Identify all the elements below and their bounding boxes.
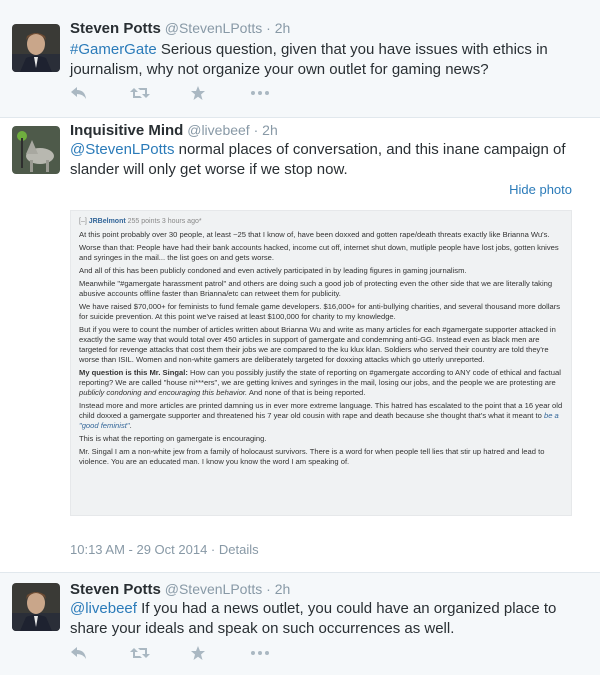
mention-link[interactable]: @StevenLPotts: [70, 141, 175, 158]
escalated-text-c: .: [129, 421, 132, 430]
question-lead: My question is this Mr. Singal:: [79, 368, 188, 377]
comment-paragraph: Worse than that: People have had their bank accounts hacked, income cut off, internet shut down, mutliple people have lost jobs, gotten knives and syringes in the mail... the list goes on and gets worse.: [79, 243, 559, 262]
hide-photo-link[interactable]: Hide photo: [509, 182, 572, 197]
comment-paragraph-question: [79, 368, 563, 398]
comment-header: [–] JRBelmont 255 points 3 hours ago*: [79, 218, 202, 225]
tweet-text: [70, 140, 585, 180]
avatar-image: [12, 24, 60, 72]
photo-content: [71, 211, 571, 476]
tweet-time[interactable]: 2h: [262, 122, 278, 138]
tweet-actions: [70, 85, 310, 101]
user-name[interactable]: Steven Potts: [70, 581, 161, 598]
comment-user: JRBelmont: [88, 218, 126, 225]
tweet-timestamp[interactable]: 10:13 AM - 29 Oct 2014: [70, 542, 208, 557]
tweet-steven-potts-2[interactable]: [0, 573, 600, 675]
reply-icon[interactable]: [70, 645, 88, 661]
escalated-text-b: be a "good feminist": [79, 411, 559, 430]
user-handle[interactable]: @livebeef: [187, 122, 250, 138]
favorite-icon[interactable]: [190, 645, 208, 661]
tweet-time[interactable]: 2h: [274, 20, 291, 36]
retweet-icon[interactable]: [130, 645, 148, 661]
comment-paragraph: This is what the reporting on gamergate is encouraging.: [79, 434, 267, 443]
tweet-body: If you had a news outlet, you could have an organized place to share your ideals and speak on such occurrences as well.: [70, 600, 557, 637]
avatar-image: [12, 583, 60, 631]
comment-paragraph: And all of this has been publicly condoned and even actively participated in by leading figures in gaming journalism.: [79, 266, 467, 275]
user-handle[interactable]: @StevenLPotts: [164, 20, 263, 36]
hashtag-link[interactable]: #GamerGate: [70, 41, 157, 58]
comment-meta: 255 points 3 hours ago*: [127, 218, 202, 225]
tweet-header: [70, 581, 290, 598]
comment-paragraph: But if you were to count the number of articles written about Brianna Wu and write as many articles for each #gamergate supporter attacked in exactly the same way that would total over 450 articles in support of gamergate and condemning anti-GG. Instead even as black men are targeted for revenge attacks that cost them their jobs we are compared to the ku klux klan. Soldiers who served their country are told they're worse than ISIL. Women and non-white gamers are deliberately targeted for doxxing attacks which go utterly unreported.: [79, 325, 556, 364]
comment-paragraph: Mr. Singal I am a non-white jew from a family of holocaust survivors. There is a word for when people tell lies that stir up hatred and lead to violence. You are an educated man. I know you know the word I am speaking of.: [79, 447, 545, 466]
tweet-body: normal places of conversation, and this inane campaign of slander will only get worse if we stop now.: [70, 141, 566, 178]
escalated-text-a: Instead more and more articles are printed damning us in ever more extreme language. This hatred has escalated to the point that a 16 year old child doxxed a gamergate supporter and threatened his 7 year old cousin with rape and death because she thought that's what it meant to: [79, 401, 563, 420]
user-name[interactable]: Steven Potts: [70, 20, 161, 37]
more-icon[interactable]: [250, 85, 268, 101]
tweet-inquisitive-mind[interactable]: [0, 118, 600, 573]
tweet-header: [70, 20, 290, 37]
meta-separator: ·: [207, 542, 219, 557]
avatar[interactable]: [12, 126, 60, 174]
question-italic: publicly condoning and encouraging this behavior.: [79, 388, 248, 397]
tweet-actions: [70, 645, 310, 661]
comment-paragraph: At this point probably over 30 people, at least ~25 that I know of, have been doxxed and gotten rape/death threats exactly like Brianna Wu's.: [79, 230, 550, 239]
tweet-steven-potts-1[interactable]: [0, 0, 600, 118]
tweet-text: [70, 40, 585, 80]
tweet-meta: [70, 542, 259, 557]
tweet-header: [70, 122, 278, 139]
user-name[interactable]: Inquisitive Mind: [70, 122, 184, 139]
tweet-text: [70, 599, 585, 639]
favorite-icon[interactable]: [190, 85, 208, 101]
comment-paragraph: We have raised $70,000+ for feminists to fund female game developers. $16,000+ for anti-bullying charities, and several thousand more dollars for suicide prevention. At this point we've raised at least $100,000 for charity to my knowledge.: [79, 302, 561, 321]
more-icon[interactable]: [250, 645, 268, 661]
tweet-time[interactable]: 2h: [274, 581, 291, 597]
comment-paragraph-escalated: [79, 401, 563, 431]
separator: ·: [266, 581, 271, 597]
avatar[interactable]: [12, 583, 60, 631]
mention-link[interactable]: @livebeef: [70, 600, 137, 617]
user-handle[interactable]: @StevenLPotts: [164, 581, 263, 597]
reply-icon[interactable]: [70, 85, 88, 101]
avatar[interactable]: [12, 24, 60, 72]
question-text: How can you possibly justify the state of reporting on #gamergate according to ANY code of ethical and factual reporting? We are called "house ni***ers", we are getting knives and syringes in the mail, losing our jobs, and the people we are protesting are: [79, 368, 561, 387]
details-link[interactable]: Details: [218, 542, 259, 557]
avatar-image: [12, 126, 60, 174]
tweet-body: Serious question, given that you have issues with ethics in journalism, why not organize your own outlet for gaming news?: [70, 41, 548, 78]
comment-paragraph: Meanwhile "#gamergate harassment patrol" and others are doing such a good job of protecting even the other side that we are literally taking abusive accounts offline faster than Brianna/etc can retweet them for publicity.: [79, 279, 553, 298]
retweet-icon[interactable]: [130, 85, 148, 101]
tweet-photo[interactable]: [70, 210, 572, 516]
separator: ·: [253, 122, 259, 138]
separator: ·: [266, 20, 271, 36]
question-tail: And none of that is being reported.: [247, 388, 366, 397]
